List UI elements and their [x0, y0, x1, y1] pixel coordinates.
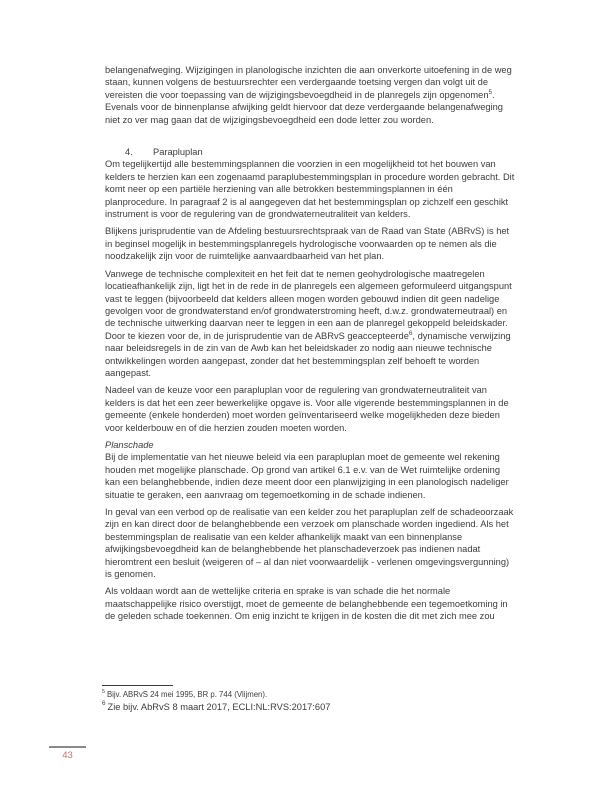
footer-rule — [49, 746, 86, 748]
footnotes-block — [102, 685, 513, 713]
footnote-text: Zie bijv. AbRvS 8 maart 2017, ECLI:NL:RVS:2017:607 — [107, 701, 331, 712]
footnote-marker: 5 — [102, 689, 105, 696]
footnote-ref-5: 5 — [488, 88, 493, 96]
paragraph-text: belangenafweging. Wijzigingen in planologische inzichten die aan onverkorte uitoefening in de weg staan, kunnen volgens de bestuursrechter een verdergaande toetsing vergen dan volgt uit de vereisten die voor toepassing van de wijzigingsbevoegdheid in de planregels zijn opgenomen — [105, 65, 512, 100]
paragraph-text: Vanwege de technische complexiteit en het feit dat te nemen geohydrologische maatregelen locatieafhankelijk zijn, ligt het in de rede in de planregels een algemeen geformuleerd uitgangspunt vast te leggen (bijvoorbeeld dat kelders alleen mogen worden gebouwd indien dit geen nadelige gevolgen voor de grondwaterstand en/of grondwaterstroming heeft, d.w.z. grondwaterneutraal) en de technische uitwerking daarvan neer te leggen in een aan de planregel gekoppeld beleidskader. Door te kiezen voor de, in de jurisprudentie van de ABRvS geaccepteerde — [105, 268, 512, 341]
paragraph-text: , dynamische verwijzing naar beleidsregels in de zin van de Awb kan het beleidskader zo nodig aan nieuwe technische ontwikkelingen worden aangepast, zonder dat het bestemmingsplan zelf behoeft te worden aangepast. — [105, 330, 511, 378]
footnote-6 — [102, 701, 513, 713]
section-title: Parapluplan — [153, 147, 203, 158]
paragraph: Nadeel van de keuze voor een parapluplan voor de regulering van grondwaterneutraliteit van kelders is dat het een zeer bewerkelijke opgave is. Voor alle vigerende bestemmingsplannen in de gemeente (enkele honderden) moet worden geïnventariseerd welke mogelijkheden deze bieden voor kelderbouw en of die herzien zouden moeten worden. — [105, 385, 509, 433]
subheading-planschade: Planschade — [105, 439, 154, 450]
footnote-text: Bijv. ABRvS 24 mei 1995, BR p. 744 (Vlijmen). — [106, 690, 268, 699]
paragraph: Als voldaan wordt aan de wettelijke criteria en sprake is van schade die het normale maatschappelijke risico overstijgt, moet de gemeente de belanghebbende een tegemoetkoming in de geleden schade toekennen. Om enig inzicht te krijgen in de kosten die dit met zich mee zou — [105, 586, 508, 622]
section-number: 4. — [125, 147, 133, 158]
page-number: 43 — [62, 750, 73, 761]
paragraph — [105, 268, 516, 380]
paragraph-planschade — [105, 439, 516, 501]
page-footer — [49, 746, 86, 761]
paragraph-text: Bij de implementatie van het nieuwe beleid via een parapluplan moet de gemeente wel rekening houden met mogelijke planschade. Op grond van artikel 6.1 e.v. van de Wet ruimtelijke ordening kan een belanghebbende, indien deze meent door een planwijziging in een planologisch nadeliger situatie te geraken, een aanvraag om tegemoetkoming in de schade indienen. — [105, 452, 509, 500]
paragraph-intro — [105, 64, 516, 126]
paragraph-text: . Evenals voor de binnenplanse afwijking geldt hiervoor dat deze verdergaande belangenafweging niet zo ver mag gaan dat de wijzigingsbevoegdheid een dode letter zou worden. — [105, 89, 503, 125]
footnote-5 — [102, 690, 513, 701]
page-body — [105, 64, 516, 628]
paragraph: Blijkens jurisprudentie van de Afdeling bestuursrechtspraak van de Raad van State (ABRvS) is het in beginsel mogelijk in bestemmingsplanregels hydrologische voorwaarden op te nemen als die noodzakelijk zijn voor de ruimtelijke aanvaardbaarheid van het plan. — [105, 226, 510, 262]
footnote-separator-rule — [102, 685, 173, 686]
paragraph: Om tegelijkertijd alle bestemmingsplannen die voorzien in een mogelijkheid tot het bouwen van kelders te herzien kan een zogenaamd paraplubestemmingsplan in procedure worden gebracht. Dit komt neer op een partiële herziening van alle betrokken bestemmingsplannen in één planprocedure. In paragraaf 2 is al aangegeven dat het bestemmingsplan op zichzelf een geschikt instrument is voor de regulering van de grondwaterneutraliteit van kelders. — [105, 159, 515, 220]
footnote-marker: 6 — [102, 700, 106, 708]
footnote-ref-6: 6 — [408, 329, 413, 337]
paragraph: In geval van een verbod op de realisatie van een kelder zou het parapluplan zelf de schadeoorzaak zijn en kan direct door de belanghebbende een verzoek om planschade worden ingediend. Als het bestemmingsplan de realisatie van een kelder afhankelijk maakt van een binnenplanse afwijkingsbevoegdheid kan de belanghebbende het planschadeverzoek pas indienen nadat hieromtrent een besluit (weigeren of – al dan niet voorwaardelijk - verlenen omgevingsvergunning) is genomen. — [105, 507, 514, 580]
section-heading-parapluplan — [105, 146, 516, 158]
